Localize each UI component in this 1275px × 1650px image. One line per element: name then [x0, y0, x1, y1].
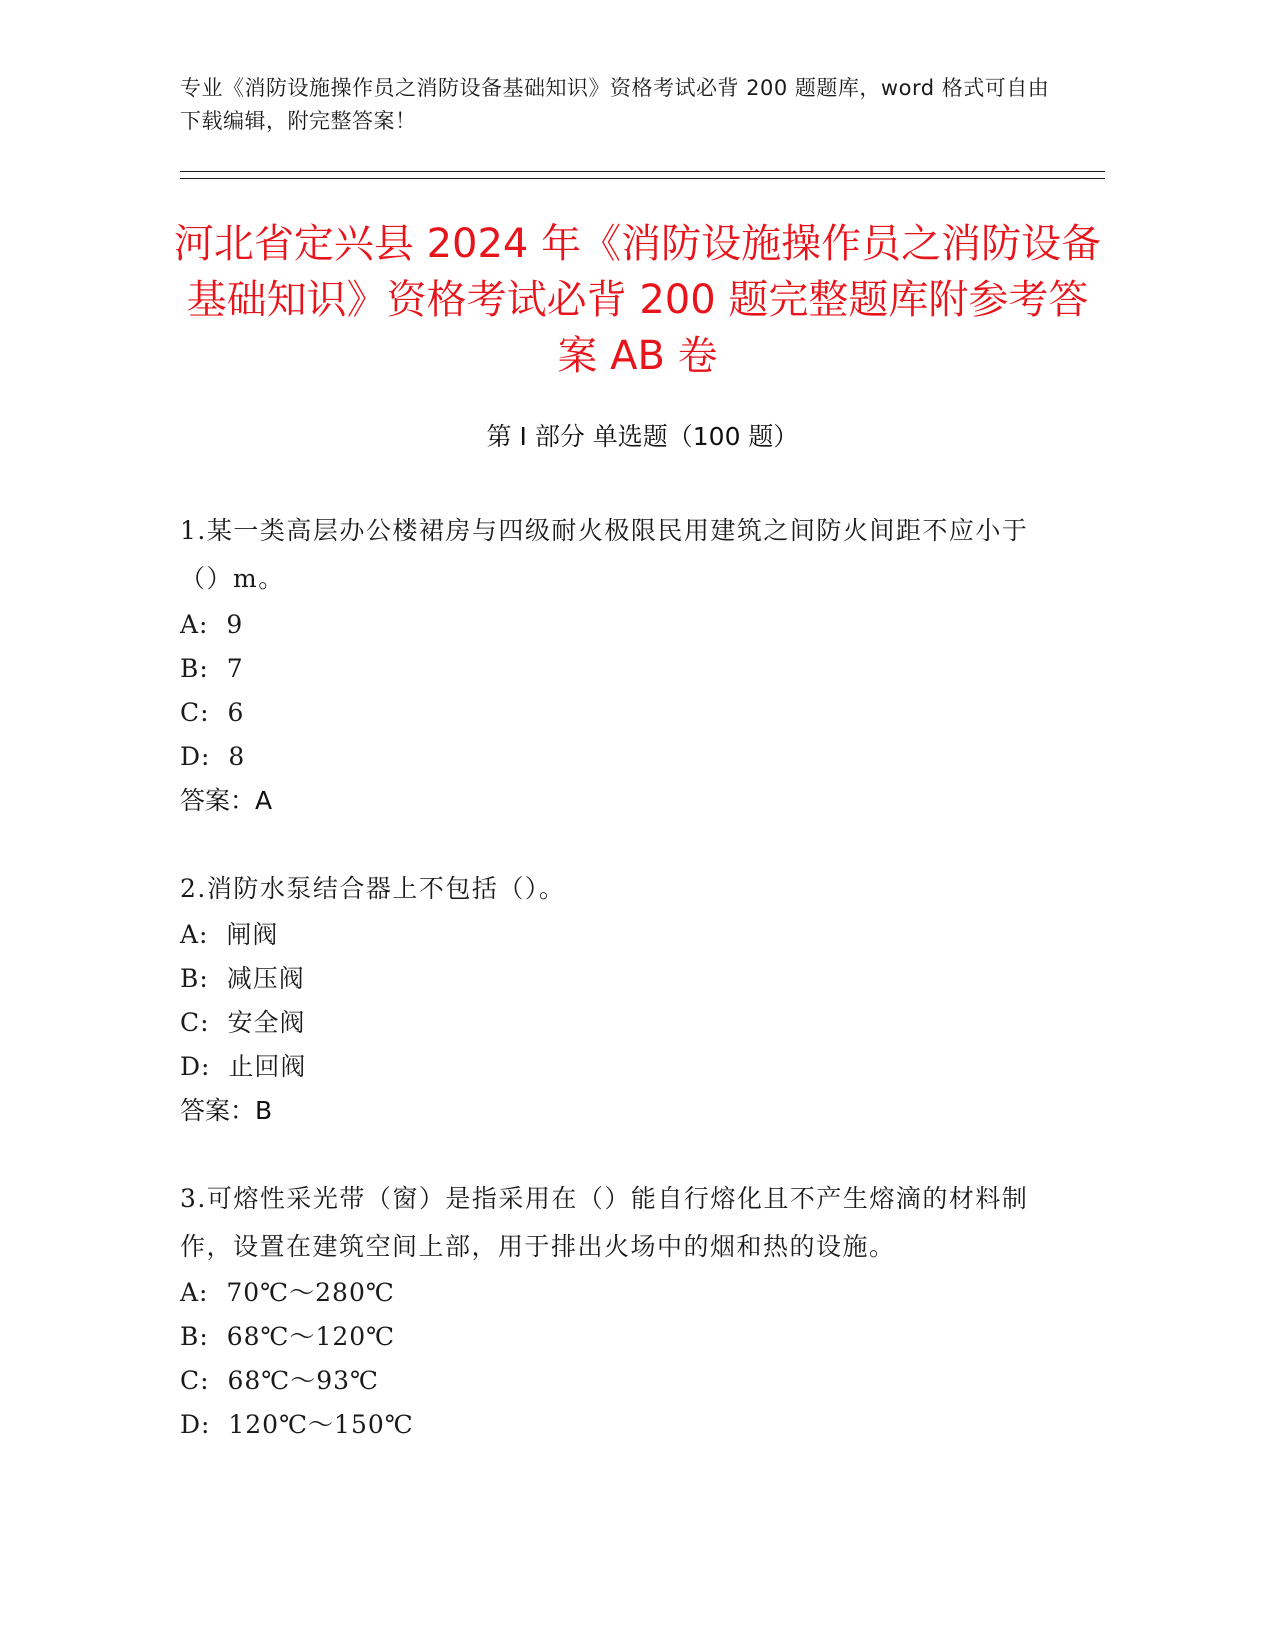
option-b: B: 7	[180, 654, 244, 683]
question-spacer	[180, 823, 1040, 865]
option-d: D: 止回阀	[180, 1052, 307, 1081]
option-d: D: 120℃～150℃	[180, 1410, 414, 1439]
answer-line: 答案：A	[180, 786, 273, 815]
option-b: B: 68℃～120℃	[180, 1322, 396, 1351]
option-a: A: 70℃～280℃	[180, 1278, 395, 1307]
option-c: C: 68℃～93℃	[180, 1366, 380, 1395]
option-d: D: 8	[180, 742, 246, 771]
question-stem: 3.可熔性采光带（窗）是指采用在（）能自行熔化且不产生熔滴的材料制作，设置在建筑空间上部，用于排出火场中的烟和热的设施。	[180, 1184, 1029, 1261]
option-a: A: 9	[180, 610, 244, 639]
question-3	[180, 1175, 1040, 1447]
section-title: 第 I 部分 单选题（100 题）	[486, 422, 799, 451]
option-c: C: 安全阀	[180, 1008, 306, 1037]
question-1	[180, 507, 1040, 823]
question-stem: 1.某一类高层办公楼裙房与四级耐火极限民用建筑之间防火间距不应小于（）m。	[180, 516, 1029, 593]
question-2	[180, 865, 1040, 1133]
header-rule-top	[180, 171, 1105, 172]
option-a: A: 闸阀	[180, 920, 279, 949]
answer-line: 答案：B	[180, 1096, 273, 1125]
option-b: B: 减压阀	[180, 964, 305, 993]
header-note: 专业《消防设施操作员之消防设备基础知识》资格考试必背 200 题题库，word 格式可自由下载编辑，附完整答案！	[180, 76, 1050, 133]
option-c: C: 6	[180, 698, 245, 727]
header-rule-bottom	[180, 178, 1105, 179]
document-title: 河北省定兴县 2024 年《消防设施操作员之消防设备基础知识》资格考试必背 200 题完整题库附参考答案 AB 卷	[173, 221, 1102, 379]
question-stem: 2.消防水泵结合器上不包括（）。	[180, 874, 566, 903]
question-list	[180, 507, 1040, 1447]
question-spacer	[180, 1133, 1040, 1175]
